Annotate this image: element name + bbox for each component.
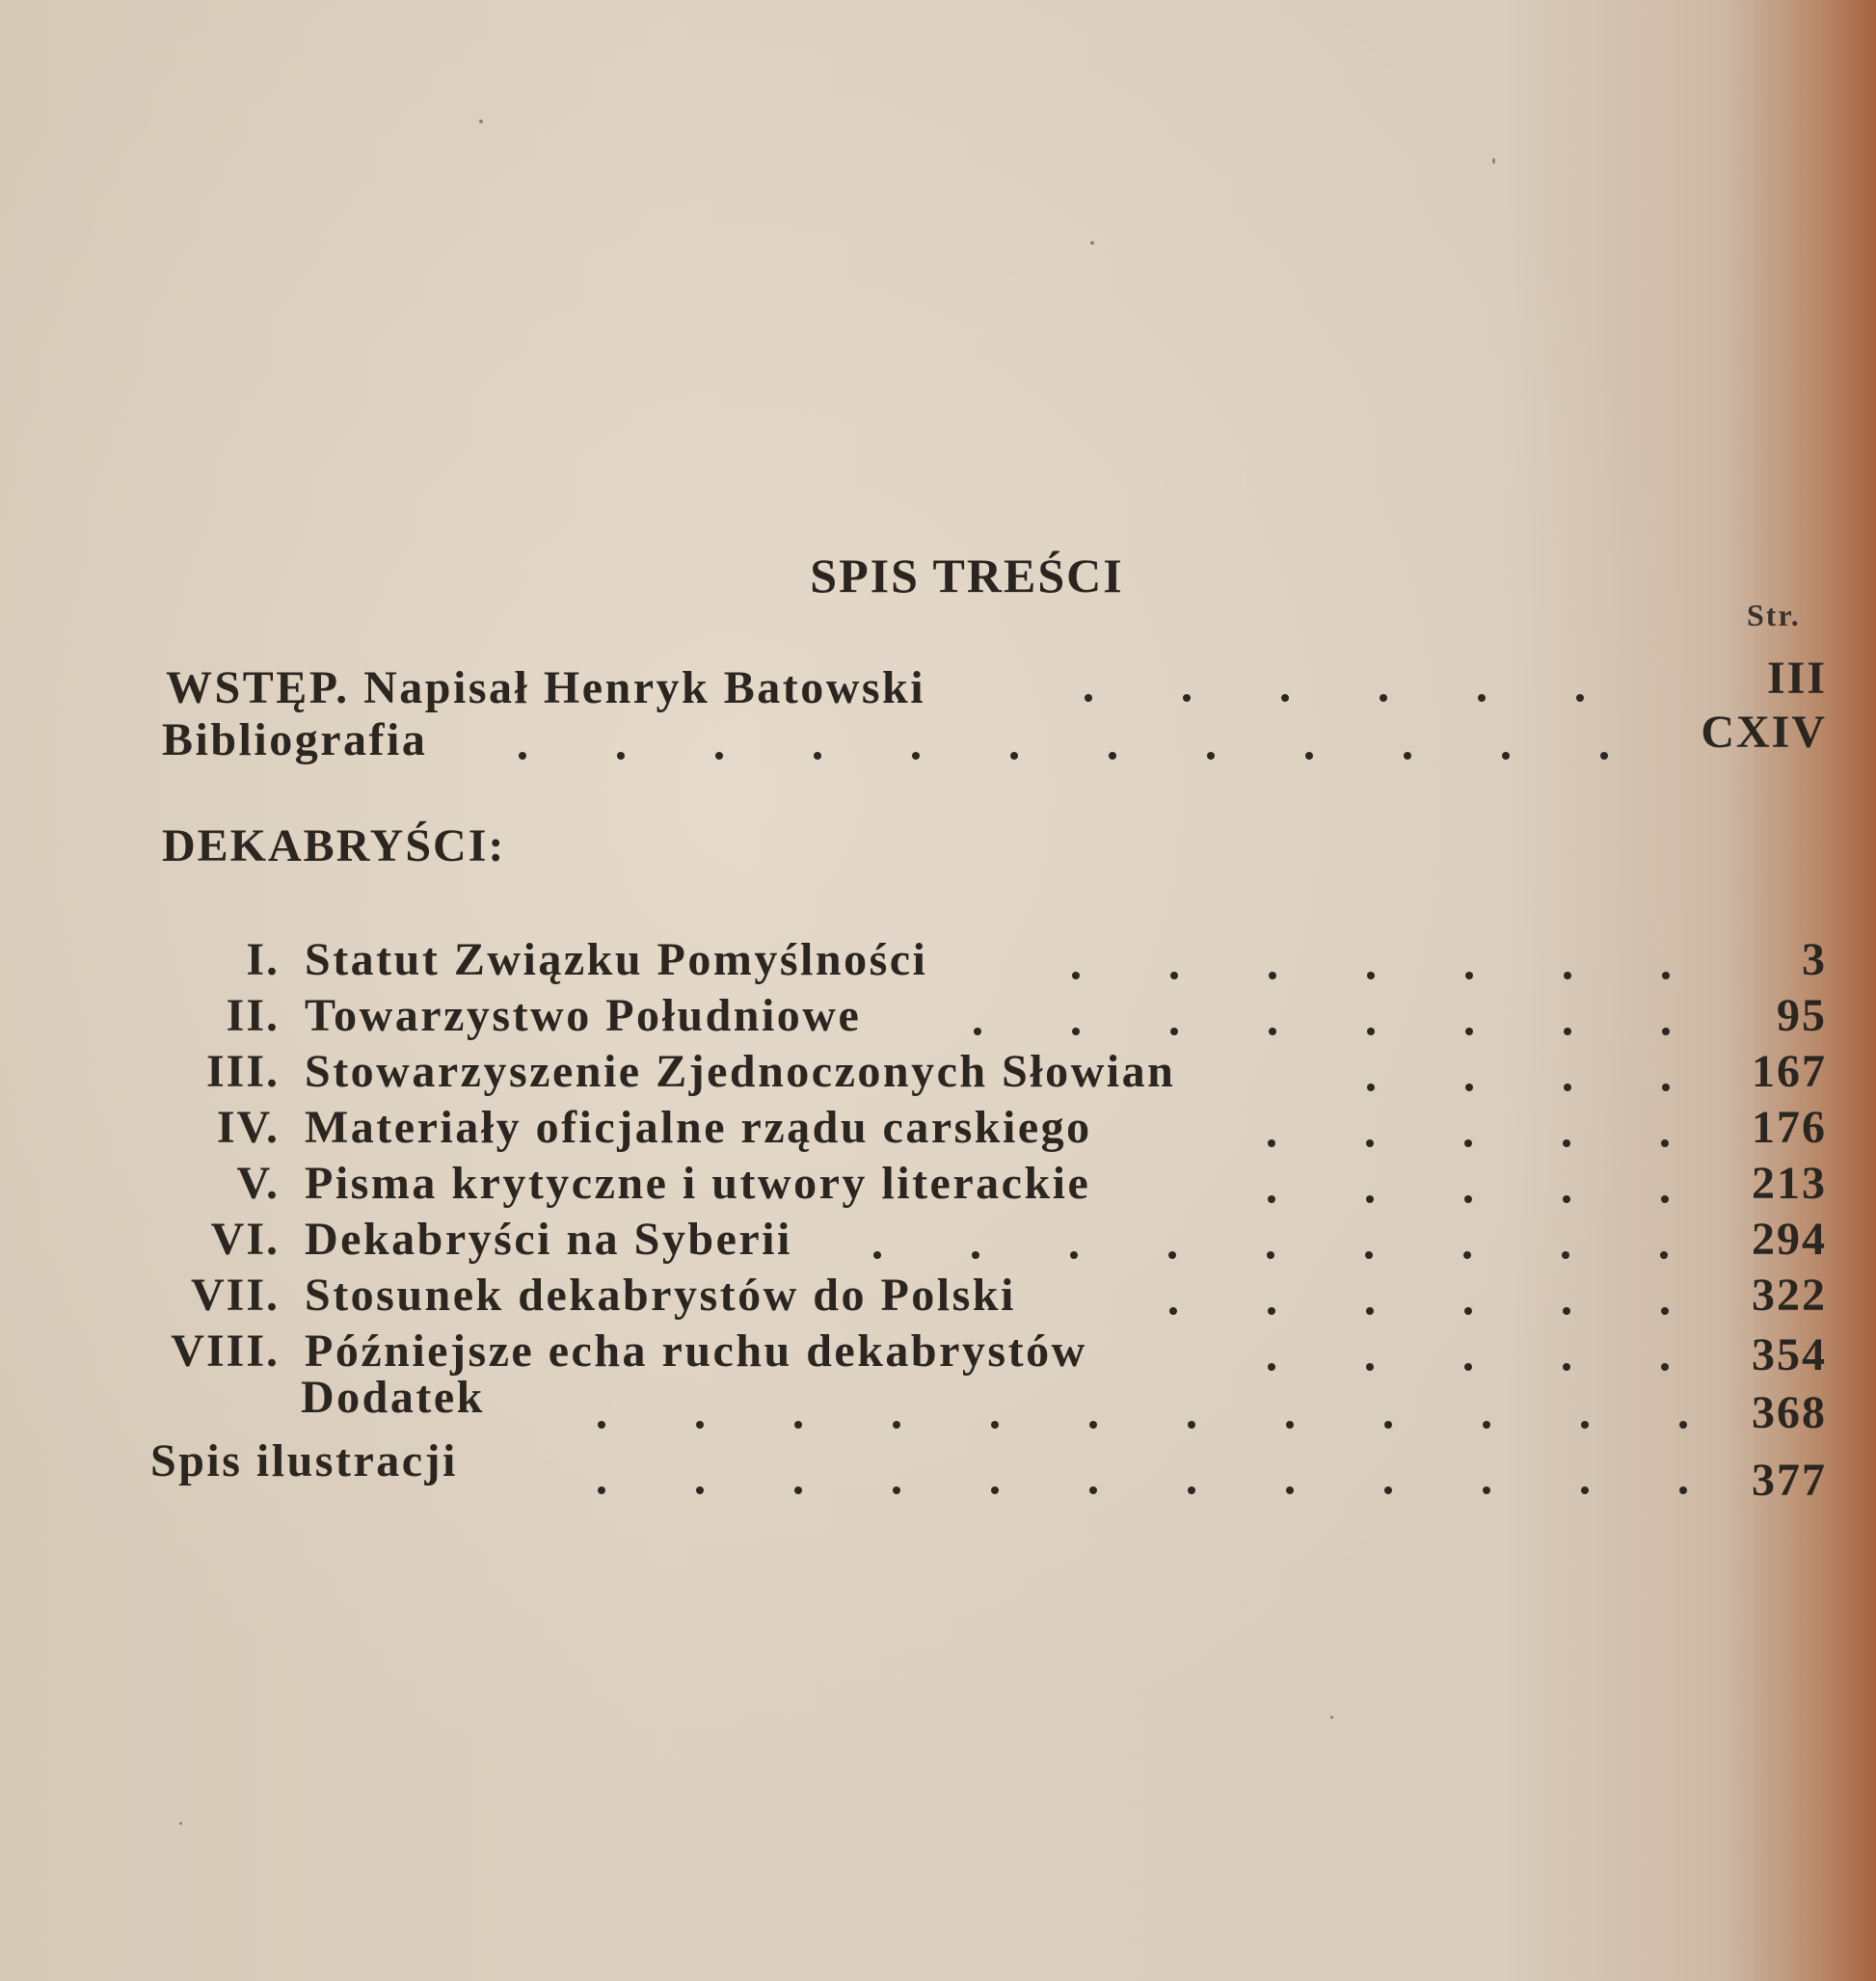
toc-chapter-3[interactable] (305, 1045, 1365, 1103)
chapter-numeral: II. (226, 990, 280, 1041)
toc-chapter-2[interactable] (305, 989, 1269, 1047)
chapter-numeral: I. (246, 934, 280, 985)
paper-speck (479, 120, 483, 123)
paper-speck (179, 1822, 182, 1825)
chapter-numeral: V. (236, 1158, 280, 1209)
toc-entry-page: 3 (1802, 934, 1827, 985)
dot-leader (974, 1028, 1687, 1037)
toc-entry-illustrations[interactable] (150, 1434, 1114, 1492)
page-column-label: Str. (1747, 598, 1801, 632)
toc-entry-label: Spis ilustracji (150, 1435, 458, 1486)
paper-speck (1090, 241, 1094, 245)
dot-leader (598, 1486, 1692, 1496)
dot-leader (598, 1421, 1692, 1431)
paper-speck (1492, 158, 1495, 164)
chapter-numeral: III. (205, 1046, 280, 1097)
toc-entry-page: 176 (1752, 1102, 1827, 1153)
toc-chapter-7[interactable] (305, 1269, 1269, 1326)
toc-entry-label: Stowarzyszenie Zjednoczonych Słowian (305, 1046, 1176, 1097)
toc-title: SPIS TREŚCI (810, 549, 1124, 602)
chapter-numeral: VI. (210, 1214, 280, 1265)
toc-entry-bibliography[interactable] (162, 713, 1820, 771)
toc-entry-label: Stosunek dekabrystów do Polski (305, 1270, 1016, 1321)
dot-leader (873, 1251, 1693, 1261)
dot-leader (519, 752, 1608, 762)
toc-entry-page: III (1766, 653, 1827, 704)
dot-leader (1268, 1195, 1692, 1205)
toc-entry-introduction[interactable] (166, 661, 1824, 719)
toc-entry-page: 167 (1752, 1046, 1827, 1097)
toc-chapter-1[interactable] (305, 933, 1269, 991)
toc-entry-label: Późniejsze echa ruchu dekabrystów (305, 1325, 1087, 1377)
toc-entry-page: 354 (1752, 1329, 1827, 1380)
dot-leader (1072, 972, 1689, 981)
toc-entry-page: CXIV (1701, 707, 1827, 758)
toc-entry-page: 294 (1752, 1214, 1827, 1265)
toc-entry-page: 213 (1752, 1158, 1827, 1209)
toc-entry-label: Materiały oficjalne rządu carskiego (305, 1102, 1092, 1153)
toc-entry-label: Pisma krytyczne i utwory literackie (305, 1158, 1091, 1209)
toc-entry-label: Dekabryści na Syberii (305, 1214, 792, 1265)
dot-leader (1268, 1139, 1692, 1149)
toc-chapter-6[interactable] (305, 1213, 1269, 1271)
chapter-numeral: VII. (190, 1270, 280, 1321)
dot-leader (1268, 1363, 1692, 1373)
toc-entry-page: 368 (1752, 1387, 1827, 1438)
paper-speck (1330, 1716, 1333, 1719)
toc-chapter-4[interactable] (305, 1101, 1269, 1159)
toc-entry-label: WSTĘP. Napisał Henryk Batowski (166, 662, 926, 713)
toc-entry-label: Towarzystwo Południowe (305, 990, 862, 1041)
chapter-numeral: VIII. (171, 1325, 280, 1377)
section-heading: DEKABRYŚCI: (162, 820, 506, 871)
toc-chapter-appendix[interactable] (301, 1371, 1265, 1429)
toc-entry-page: 322 (1752, 1270, 1827, 1321)
toc-chapter-5[interactable] (305, 1157, 1269, 1215)
toc-entry-label: Bibliografia (162, 714, 428, 765)
toc-entry-label: Dodatek (301, 1372, 485, 1423)
toc-entry-label: Statut Związku Pomyślności (305, 934, 928, 985)
toc-entry-page: 377 (1752, 1455, 1827, 1506)
dot-leader (1169, 1307, 1695, 1317)
toc-entry-page: 95 (1777, 990, 1827, 1041)
dot-leader (1085, 694, 1605, 704)
chapter-numeral: IV. (216, 1102, 280, 1153)
